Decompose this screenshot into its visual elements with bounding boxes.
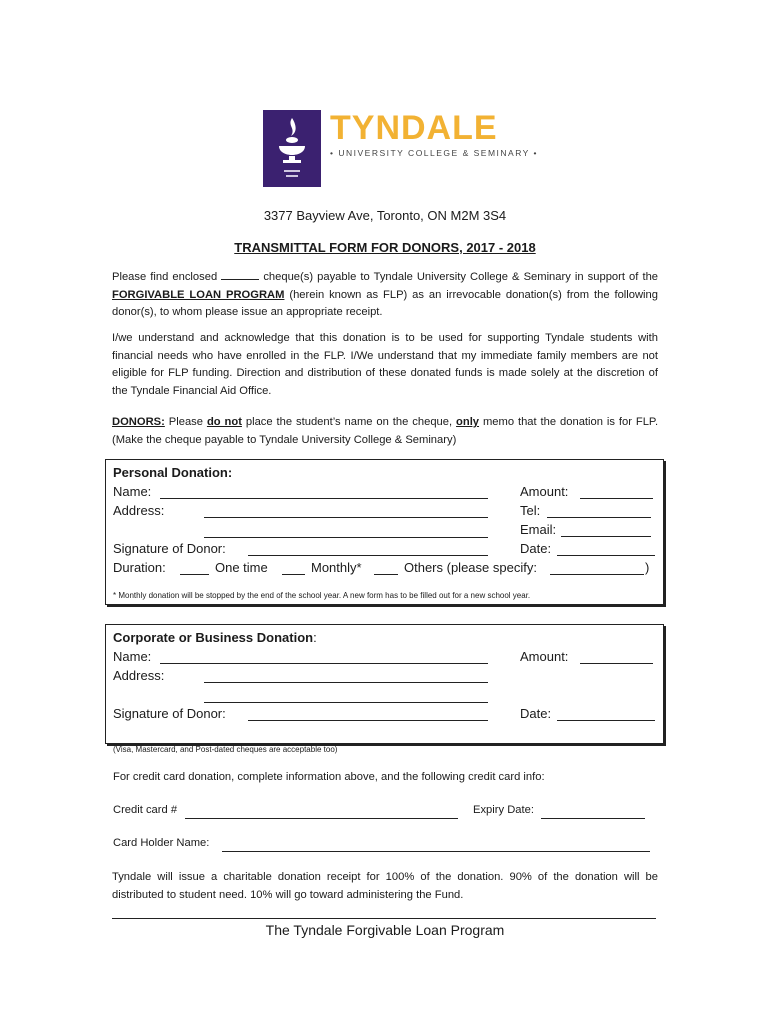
corporate-name-label: Name:	[113, 649, 152, 664]
footer-title: The Tyndale Forgivable Loan Program	[265, 922, 505, 938]
corporate-name-field[interactable]	[160, 663, 488, 664]
corporate-heading-text: Corporate or Business Donation	[113, 630, 314, 645]
corporate-amount-field[interactable]	[580, 663, 653, 664]
personal-amount-field[interactable]	[580, 498, 653, 499]
one-time-check-field[interactable]	[180, 574, 209, 575]
others-close-paren: )	[645, 560, 650, 575]
personal-date-label: Date:	[520, 541, 552, 556]
intro-text-1: Please find enclosed	[112, 271, 218, 283]
corporate-date-label: Date:	[520, 706, 552, 721]
acknowledgement-paragraph: I/we understand and acknowledge that this donation is to be used for supporting Tyndale students with financial needs who have enrolled in the FLP. I/We understand that my immediate family members are not eligible for FLP funding. Direction and distribution of these donated funds is made solely at the discretion of the Tyndale Financial Aid Office.	[112, 332, 658, 397]
lamp-icon	[263, 110, 321, 187]
corporate-signature-field[interactable]	[248, 720, 488, 721]
monthly-footnote: * Monthly donation will be stopped by the end of the school year. A new form has to be filled out for a new school year.	[113, 591, 531, 600]
corporate-signature-label: Signature of Donor:	[113, 706, 226, 721]
personal-amount-label: Amount:	[520, 484, 569, 499]
form-title: TRANSMITTAL FORM FOR DONORS, 2017 - 2018	[234, 240, 536, 255]
payment-note: (Visa, Mastercard, and Post-dated cheques are acceptable too)	[113, 745, 338, 754]
intro-paragraph	[112, 269, 658, 322]
others-label: Others (please specify:	[404, 560, 537, 575]
corporate-address-label: Address:	[113, 668, 165, 683]
personal-signature-field[interactable]	[248, 555, 488, 556]
donors-label: DONORS:	[112, 416, 165, 428]
credit-card-label: Credit card #	[113, 804, 178, 816]
expiry-date-label: Expiry Date:	[473, 804, 534, 816]
duration-label: Duration:	[113, 560, 166, 575]
donors-note	[112, 414, 658, 449]
donors-note-text-1: Please	[168, 416, 203, 428]
others-specify-field[interactable]	[550, 574, 644, 575]
corporate-heading-colon: :	[313, 630, 317, 645]
personal-tel-label: Tel:	[520, 503, 541, 518]
credit-card-field[interactable]	[185, 818, 458, 819]
personal-name-field[interactable]	[160, 498, 488, 499]
receipt-note: Tyndale will issue a charitable donation receipt for 100% of the donation. 90% of the donation will be distributed to student need. 10% will go toward administering the Fund.	[112, 871, 658, 901]
donors-note-text-3: memo that the donation is for FLP. (Make the cheque payable to Tyndale University College & Seminary)	[112, 416, 659, 446]
program-name: FORGIVABLE LOAN PROGRAM	[112, 288, 285, 301]
monthly-check-field[interactable]	[282, 574, 305, 575]
personal-signature-label: Signature of Donor:	[113, 541, 226, 556]
one-time-label: One time	[215, 560, 268, 575]
corporate-amount-label: Amount:	[520, 649, 569, 664]
cheque-count-field[interactable]	[221, 269, 259, 280]
address: 3377 Bayview Ave, Toronto, ON M2M 3S4	[263, 208, 507, 223]
personal-email-label: Email:	[520, 522, 557, 537]
monthly-label: Monthly*	[311, 560, 362, 575]
card-holder-label: Card Holder Name:	[113, 837, 210, 849]
only-emphasis: only	[456, 416, 480, 428]
personal-address-field-2[interactable]	[204, 537, 488, 538]
footer-divider	[112, 918, 656, 919]
personal-heading: Personal Donation:	[113, 465, 233, 480]
corporate-heading	[113, 629, 317, 646]
logo-emblem	[263, 110, 321, 187]
personal-tel-field[interactable]	[547, 517, 651, 518]
intro-text-3: (herein known as FLP) as an irrevocable donation(s) from the following donor(s), to whom please issue an appropriate receipt.	[112, 288, 658, 318]
corporate-address-field-1[interactable]	[204, 682, 488, 683]
corporate-address-field-2[interactable]	[204, 702, 488, 703]
corporate-date-field[interactable]	[557, 720, 655, 721]
personal-address-field-1[interactable]	[204, 517, 488, 518]
personal-name-label: Name:	[113, 484, 152, 499]
credit-card-intro: For credit card donation, complete information above, and the following credit card info:	[113, 771, 545, 783]
intro-text-2: cheque(s) payable to Tyndale University College & Seminary in support of the	[263, 271, 659, 283]
personal-email-field[interactable]	[561, 536, 651, 537]
donors-note-text-2: place the student’s name on the cheque,	[245, 416, 453, 428]
logo-wordmark: TYNDALE	[330, 109, 498, 147]
expiry-date-field[interactable]	[541, 818, 645, 819]
personal-address-label: Address:	[113, 503, 165, 518]
logo-subtitle: • UNIVERSITY COLLEGE & SEMINARY •	[330, 148, 539, 158]
personal-date-field[interactable]	[557, 555, 655, 556]
card-holder-field[interactable]	[222, 851, 650, 852]
others-check-field[interactable]	[374, 574, 398, 575]
do-not-emphasis: do not	[206, 416, 242, 428]
